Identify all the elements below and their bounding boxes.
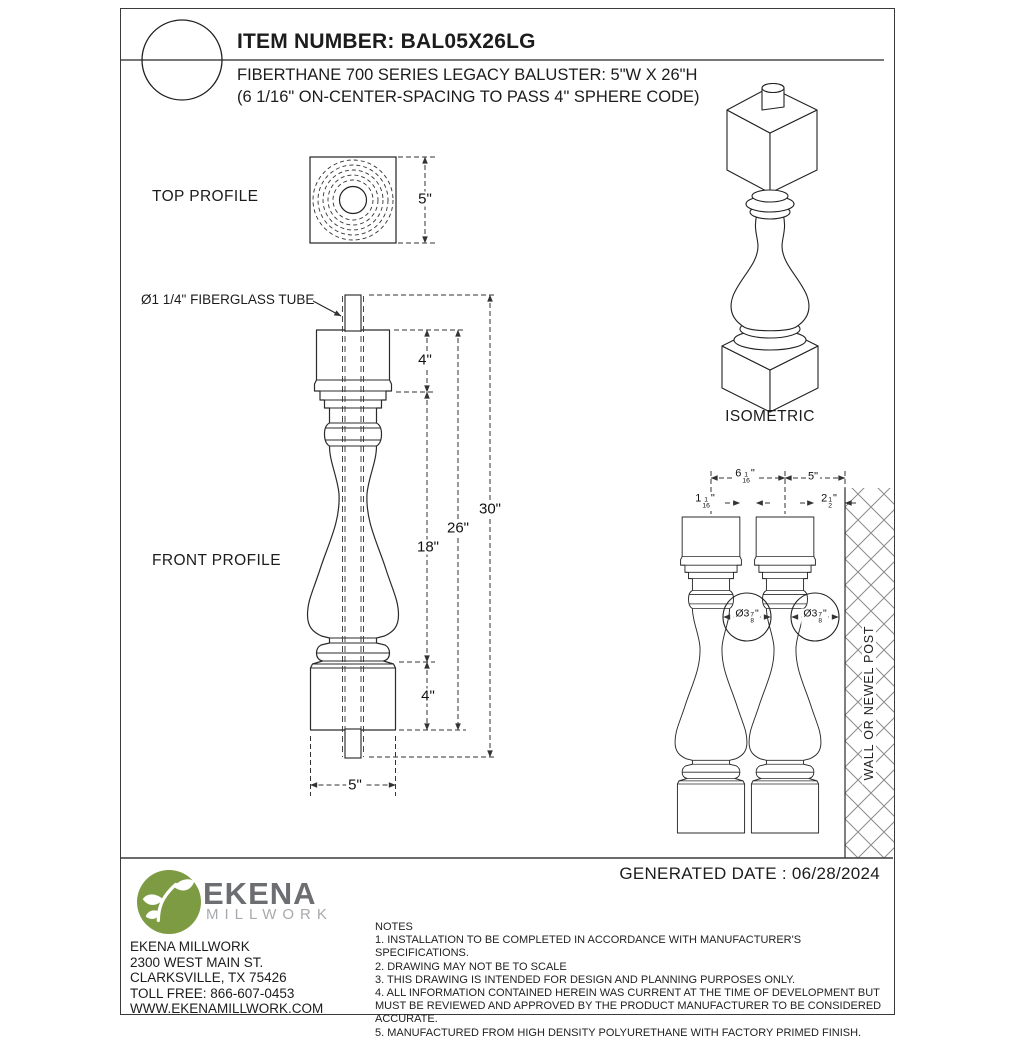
dim-bottom-block-height: 4" xyxy=(421,687,435,705)
address-line: 2300 WEST MAIN ST. xyxy=(130,954,264,970)
wall-or-newel-post-label: WALL OR NEWEL POST xyxy=(862,622,876,785)
dim-baluster-gap: 1 1 16 " xyxy=(695,492,715,510)
notes-title: NOTES xyxy=(375,921,413,933)
dim-overall-height: 30" xyxy=(478,500,502,518)
address-line: CLARKSVILLE, TX 75426 xyxy=(130,970,287,985)
dim-top-width: 5" xyxy=(418,190,432,208)
item-number-title: ITEM NUMBER: BAL05X26LG xyxy=(237,30,536,53)
brand-name: EKENA xyxy=(203,876,317,911)
note-item: 3. THIS DRAWING IS INTENDED FOR DESIGN AND PLANNING PURPOSES ONLY. xyxy=(375,973,796,986)
dim-on-center-spacing: 6 1 16 " xyxy=(735,467,755,485)
dim-baluster-height: 26" xyxy=(446,519,470,537)
sphere-diameter-left: Ø3 7 8 " xyxy=(735,607,759,625)
dim-center-to-wall: 5" xyxy=(807,470,819,483)
sphere-diameter-right: Ø3 7 8 " xyxy=(803,607,827,625)
note-item: 5. MANUFACTURED FROM HIGH DENSITY POLYURETHANE WITH FACTORY PRIMED FINISH. xyxy=(375,1026,862,1039)
note-item: 4. ALL INFORMATION CONTAINED HEREIN WAS CURRENT AT THE TIME OF DEVELOPMENT BUT MUST BE REVIEWED AND APPROVED BY THE PRODUCT MANUFACTURER TO BE CONSIDERED ACCURATE. xyxy=(375,987,882,1026)
dim-top-block-height: 4" xyxy=(418,351,432,369)
note-item: 1. INSTALLATION TO BE COMPLETED IN ACCORDANCE WITH MANUFACTURER'S SPECIFICATIONS. xyxy=(375,934,802,960)
isometric-label: ISOMETRIC xyxy=(725,408,815,425)
dim-turned-height: 18" xyxy=(416,538,440,556)
ekena-logo-mark xyxy=(137,870,201,934)
product-description-line1: FIBERTHANE 700 SERIES LEGACY BALUSTER: 5"W X 26"H xyxy=(237,66,698,84)
leaf-icon xyxy=(137,870,201,934)
top-profile-label: TOP PROFILE xyxy=(152,188,259,205)
front-profile-label: FRONT PROFILE xyxy=(152,552,281,569)
address-line: WWW.EKENAMILLWORK.COM xyxy=(130,1001,324,1016)
fiberglass-tube-callout: Ø1 1/4" FIBERGLASS TUBE xyxy=(141,292,315,307)
generated-date: GENERATED DATE : 06/28/2024 xyxy=(619,864,880,883)
company-address-block xyxy=(130,939,323,1017)
brand-subname: MILLWORK xyxy=(206,906,333,923)
dim-wall-gap: 2 1 2 " xyxy=(821,492,837,510)
product-description-line2: (6 1/16" ON-CENTER-SPACING TO PASS 4" SPHERE CODE) xyxy=(237,88,700,106)
address-line: TOLL FREE: 866-607-0453 xyxy=(130,985,295,1001)
address-line: EKENA MILLWORK xyxy=(130,939,250,954)
note-item: 2. DRAWING MAY NOT BE TO SCALE xyxy=(375,960,567,973)
dim-bottom-width: 5" xyxy=(348,776,362,794)
notes-block xyxy=(375,921,889,1040)
